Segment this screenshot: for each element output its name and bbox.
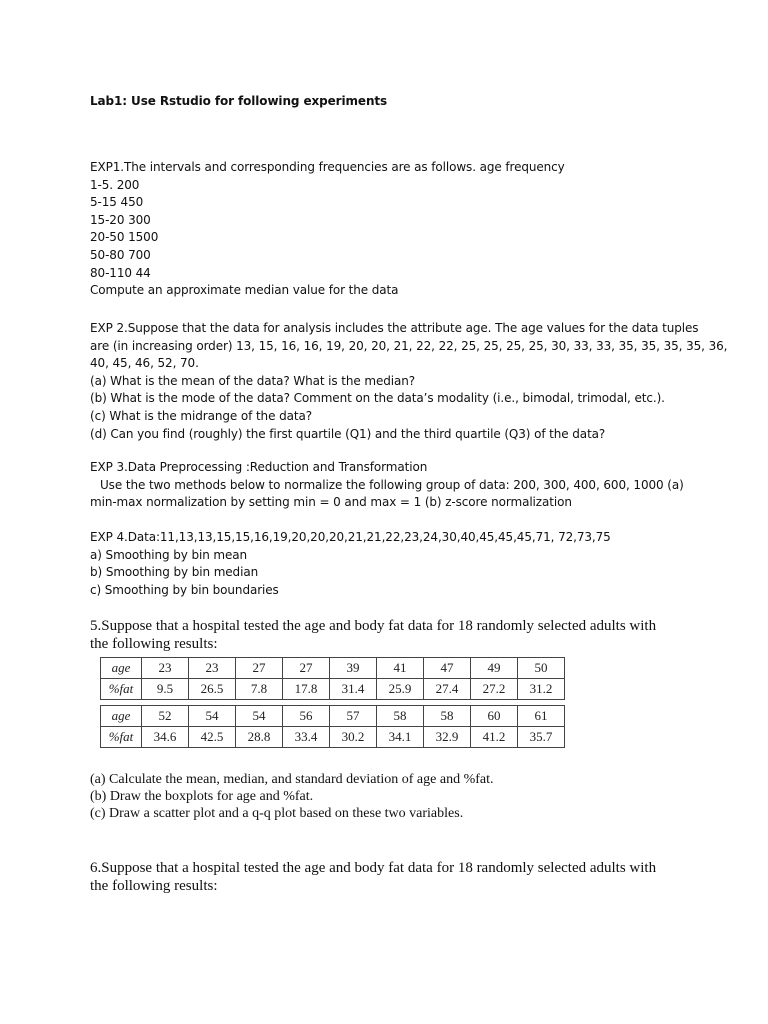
table-cell: 28.8 bbox=[236, 727, 283, 748]
table-cell: 34.1 bbox=[377, 727, 424, 748]
row-label-fat: %fat bbox=[101, 679, 142, 700]
exp1-line: EXP1.The intervals and corresponding frequencies are as follows. age frequency bbox=[90, 160, 565, 174]
exp1-line: 80-110 44 bbox=[90, 265, 151, 280]
table-cell: 23 bbox=[142, 658, 189, 679]
q5-intro-line: 5.Suppose that a hospital tested the age and body fat data for 18 randomly selected adults with bbox=[90, 618, 657, 634]
table-cell: 27 bbox=[283, 658, 330, 679]
exp2-line: (b) What is the mode of the data? Comment on the data’s modality (i.e., bimodal, trimodal, etc.). bbox=[90, 391, 665, 406]
table-cell: 39 bbox=[330, 658, 377, 679]
table-cell: 27 bbox=[236, 658, 283, 679]
table-cell: 30.2 bbox=[330, 727, 377, 748]
exp1-line: 1-5. 200 bbox=[90, 177, 140, 192]
table-cell: 27.4 bbox=[424, 679, 471, 700]
exp2-line: (a) What is the mean of the data? What is the median? bbox=[90, 373, 416, 388]
table-cell: 17.8 bbox=[283, 679, 330, 700]
table-cell: 31.2 bbox=[518, 679, 565, 700]
age-fat-table-2 bbox=[100, 705, 565, 748]
row-label-age: age bbox=[101, 706, 142, 727]
table-cell: 34.6 bbox=[142, 727, 189, 748]
table-row bbox=[101, 679, 565, 700]
exp4-line: b) Smoothing by bin median bbox=[90, 565, 259, 580]
exp2-line: (d) Can you find (roughly) the first quartile (Q1) and the third quartile (Q3) of the data? bbox=[90, 426, 606, 441]
exp3-line: min-max normalization by setting min = 0 and max = 1 (b) z-score normalization bbox=[90, 495, 572, 510]
q6-intro bbox=[90, 859, 690, 895]
exp1-line: 50-80 700 bbox=[90, 247, 151, 262]
table-cell: 49 bbox=[471, 658, 518, 679]
table-cell: 56 bbox=[283, 706, 330, 727]
q5-question: (a) Calculate the mean, median, and standard deviation of age and %fat. bbox=[90, 772, 494, 787]
exp3-line: Use the two methods below to normalize the following group of data: 200, 300, 400, 600, 1000 (a) bbox=[100, 477, 684, 492]
q5-questions bbox=[90, 771, 494, 822]
exp2-line: EXP 2.Suppose that the data for analysis includes the attribute age. The age values for the data tuples bbox=[90, 321, 699, 335]
exp4-line: EXP 4.Data:11,13,13,15,15,16,19,20,20,20,21,21,22,23,24,30,40,45,45,45,71, 72,73,75 bbox=[90, 530, 611, 544]
q5-intro bbox=[90, 617, 690, 653]
q6-intro-line: the following results: bbox=[90, 878, 218, 894]
q5-question: (c) Draw a scatter plot and a q-q plot based on these two variables. bbox=[90, 806, 464, 821]
table-cell: 32.9 bbox=[424, 727, 471, 748]
q5-question: (b) Draw the boxplots for age and %fat. bbox=[90, 789, 314, 804]
exp2-line: 40, 45, 46, 52, 70. bbox=[90, 356, 199, 371]
table-cell: 27.2 bbox=[471, 679, 518, 700]
page-title: Lab1: Use Rstudio for following experiments bbox=[90, 94, 388, 108]
table-cell: 57 bbox=[330, 706, 377, 727]
table-cell: 9.5 bbox=[142, 679, 189, 700]
table-cell: 26.5 bbox=[189, 679, 236, 700]
exp1-line: Compute an approximate median value for the data bbox=[90, 283, 399, 298]
table-row bbox=[101, 727, 565, 748]
table-cell: 41 bbox=[377, 658, 424, 679]
table-cell: 47 bbox=[424, 658, 471, 679]
row-label-fat: %fat bbox=[101, 727, 142, 748]
table-cell: 35.7 bbox=[518, 727, 565, 748]
q5-intro-line: the following results: bbox=[90, 636, 218, 652]
table-cell: 50 bbox=[518, 658, 565, 679]
q6-intro-line: 6.Suppose that a hospital tested the age and body fat data for 18 randomly selected adults with bbox=[90, 860, 657, 876]
table-cell: 7.8 bbox=[236, 679, 283, 700]
table-cell: 41.2 bbox=[471, 727, 518, 748]
table-cell: 58 bbox=[377, 706, 424, 727]
exp4-line: c) Smoothing by bin boundaries bbox=[90, 582, 279, 597]
table-cell: 33.4 bbox=[283, 727, 330, 748]
exp3-section bbox=[90, 459, 690, 512]
table-cell: 31.4 bbox=[330, 679, 377, 700]
exp3-heading: EXP 3.Data Preprocessing :Reduction and Transformation bbox=[90, 460, 428, 474]
exp4-section bbox=[90, 529, 690, 599]
exp1-section bbox=[90, 159, 690, 300]
table-cell: 61 bbox=[518, 706, 565, 727]
exp2-section bbox=[90, 320, 728, 443]
table-cell: 60 bbox=[471, 706, 518, 727]
table-cell: 25.9 bbox=[377, 679, 424, 700]
table-cell: 42.5 bbox=[189, 727, 236, 748]
table-cell: 54 bbox=[189, 706, 236, 727]
exp1-line: 15-20 300 bbox=[90, 212, 151, 227]
table-row bbox=[101, 706, 565, 727]
age-fat-table-1 bbox=[100, 657, 565, 700]
table-cell: 54 bbox=[236, 706, 283, 727]
exp1-line: 5-15 450 bbox=[90, 195, 144, 210]
table-row bbox=[101, 658, 565, 679]
table-cell: 58 bbox=[424, 706, 471, 727]
exp2-line: are (in increasing order) 13, 15, 16, 16, 19, 20, 20, 21, 22, 22, 25, 25, 25, 25, 30, 33, 33, 35, 35, 35, 35, 36, bbox=[90, 338, 728, 353]
exp2-line: (c) What is the midrange of the data? bbox=[90, 408, 312, 423]
exp1-line: 20-50 1500 bbox=[90, 230, 159, 245]
row-label-age: age bbox=[101, 658, 142, 679]
table-cell: 52 bbox=[142, 706, 189, 727]
table-cell: 23 bbox=[189, 658, 236, 679]
exp4-line: a) Smoothing by bin mean bbox=[90, 547, 248, 562]
